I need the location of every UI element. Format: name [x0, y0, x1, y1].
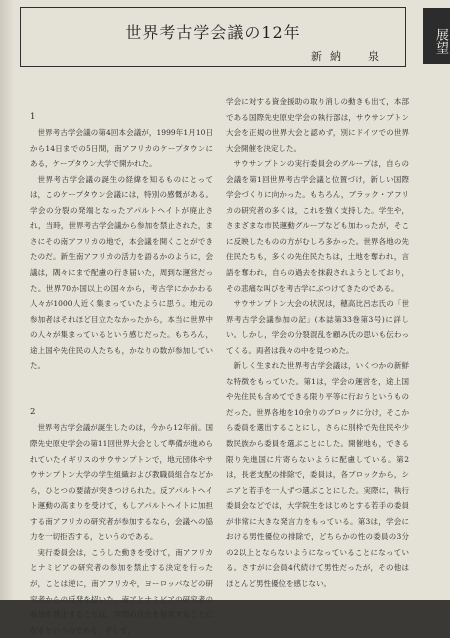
paragraph: 世界考古学会議の第4回本会議が，1999年1月10日から14日までの5日間，南アフリカのケープタウンにある，ケープタウン大学で開かれた。: [30, 128, 213, 169]
section-number-1: 1: [30, 111, 36, 122]
paragraph: サウサンプトンの実行委員会のグループは，自らの会議を第1回世界考古学会議と位置づけ，新しい国際学会づくりに向かった。もちろん，ブラック・アフリカの研究者の多くは，これを強く支持した。学生や，さまざまな市民運動グループなども加わったが，そこに反映したものの方がむしろ多かった。世界各地の先住民たちも，多くの先住民たちは，土地を奪われ，言語を奪われ，自らの過去を抹殺されようとしており，その悲痛な叫びを考古学にぶつけてきたのである。: [226, 159, 409, 293]
right-column: [226, 94, 409, 592]
paragraph: 学会に対する資金援助の取り消しの動きも出て，本部である国際先史原史学会の執行部は，サウサンプトン大会を正規の世界大会と認めず，別にドイツでの世界大会開催を決定した。: [226, 97, 409, 153]
left-column: [30, 94, 213, 638]
paragraph: 実行委員会は，こうした動きを受けて，南アフリカとナミビアの研究者の参加を禁止する決定を行ったが，ことは逆に，南アフリカや，ヨーロッパなどの研究者からの反発を招いた。南アとナミビアの研究者の参加を禁止することは，学問の自由を侵害することになるというのである。そして，: [30, 547, 213, 635]
section-number-2: 2: [30, 406, 36, 417]
article-header: [20, 7, 406, 67]
paragraph: サウサンプトン大会の状況は，穂高比呂志氏の「世界考古学会議参加の記」(本誌第33巻第3号)に詳しい。しかし，学会の分裂混乱を顧み氏の思いも伝わってくる。両者は我々の中を見つめた。: [226, 299, 409, 355]
paragraph: 新しく生まれた世界考古学会議は，いくつかの新鮮な特徴をもっていた。第1は，学会の運営を，途上国や先住民も含めてできる限り平等に行おうというものだった。世界各地を10余りのブロックに分け，そこから委員を選出することにし，さらに別枠で先住民や少数民族から委員を選ぶことにした。開催地も，できる限り先進国に片寄らないように配慮している。第2は，長老支配の排除で，委員は，各ブロックから，シニアと若手を一人ずつ選ぶことにした。実際に，執行委員会などでは，大学院生をはじめとする若手の委員が非常に大きな発言力をもっている。第3は，学会における男性優位の排除で，どちらかの性の委員の3分の2以上とならないようになっていることになっている。さすがに会員4代続けて男性だったが，その他はほとんど男性優位を感じない。: [226, 361, 409, 588]
paragraph: 世界考古学会議が誕生したのは，今から12年前。国際先史原史学会の第11回世界大会として準備が進められていたイギリスのサウサンプトンで，地元団体やサウサンプトン大学の学生組織および教職員組合などから，ひとつの要請が突きつけられた。反アパルトヘイト運動の高まりを受けて，もしアパルトヘイトに加担する南アフリカの研究者が参加するなら，会議への協力を一切拒否する，というのである。: [30, 423, 213, 542]
article-author: 新納 泉: [311, 50, 387, 63]
page-gutter-shadow: [0, 0, 14, 600]
article-title: 世界考古学会議の12年: [125, 23, 301, 42]
paragraph: 世界考古学会議の誕生の経緯を知るものにとっては，このケープタウン会議には，特別の感慨がある。学会の分裂の発端となったアパルトヘイトが廃止され，当時，世界考古学会議から参加を禁止された，まさにその南アフリカの地で，本会議を開くことができたのだ。新生南アフリカの活力を語るかのように，会議は，隅々にまで配慮の行き届いた，周到な運営だった。世界70か国以上の国々から，考古学にかかわる人々が1000人近く集まっていたように思う。地元の参加者はそれほど目立たなかったから，本当に世界中の人々が集まっているという感じだった。もちろん，途上国や先住民の人たちも，かなりの数が参加していた。: [30, 174, 213, 371]
section-tab: 展望: [423, 8, 450, 64]
